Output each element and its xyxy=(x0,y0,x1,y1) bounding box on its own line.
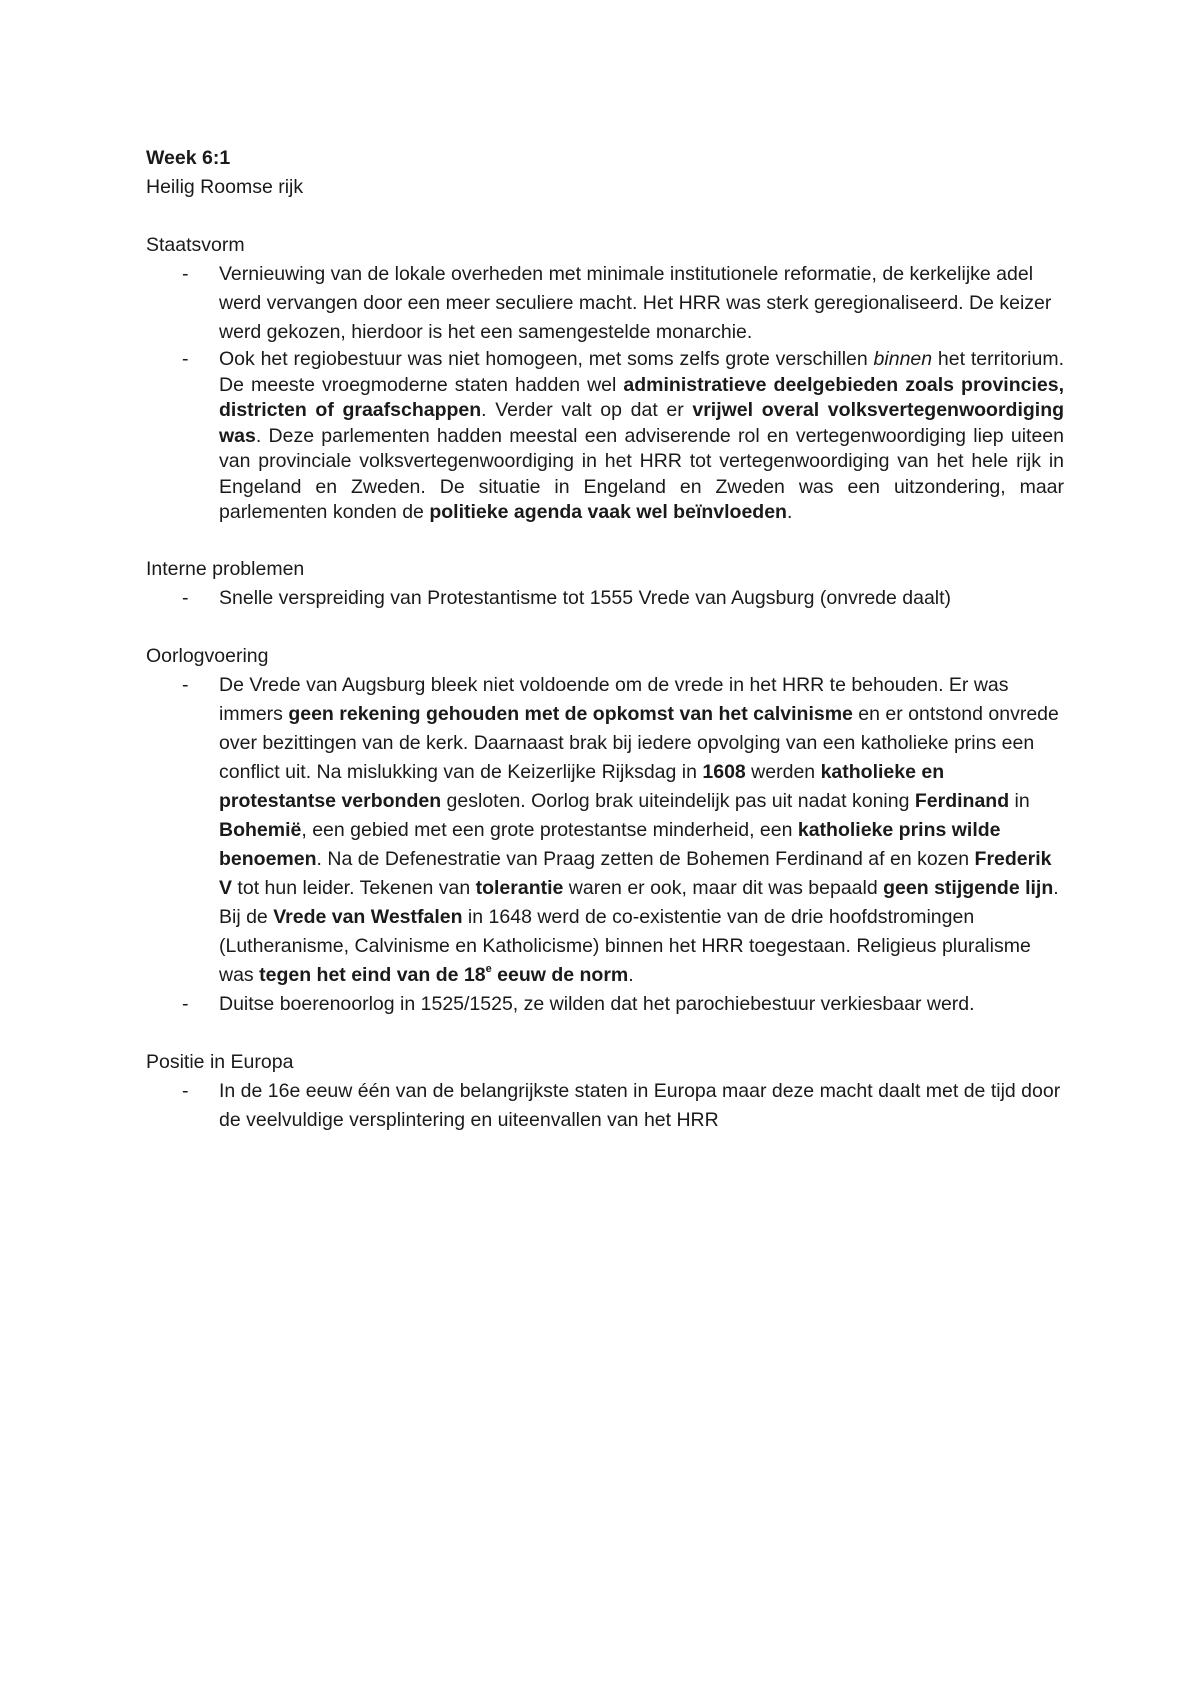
list-item xyxy=(146,260,1064,347)
text-run: en er ontstond onvrede over bezittingen van de kerk. Daarnaast brak bij iedere opvolging van een katholieke prins een conflict uit. Na mislukking van de Keizerlijke Rijksdag in xyxy=(219,702,1059,783)
text-run: . Na de Defenestratie van Praag zetten de Bohemen Ferdinand af en kozen xyxy=(316,847,975,870)
spacer xyxy=(146,526,1064,555)
text-run: Ook het regiobestuur was niet homogeen, met soms zelfs grote verschillen xyxy=(219,348,874,370)
spacer xyxy=(146,613,1064,642)
list-item xyxy=(146,347,1064,526)
bold-run: Vrede van Westfalen xyxy=(273,905,463,928)
text-run: . Verder valt op dat er xyxy=(481,399,693,421)
list-item-text: Snelle verspreiding van Protestantisme tot 1555 Vrede van Augsburg (onvrede daalt) xyxy=(219,586,952,609)
bold-run-part: tegen het eind van de 18 xyxy=(259,963,486,986)
text-run: . Bij de xyxy=(219,876,1059,928)
list-item xyxy=(146,671,1064,990)
bullet-dash: - xyxy=(182,586,189,609)
italic-run: binnen xyxy=(873,348,933,370)
document-subtitle: Heilig Roomse rijk xyxy=(146,176,304,198)
bullet-dash: - xyxy=(182,1079,189,1102)
text-run: De Vrede van Augsburg bleek niet voldoende om de vrede in het HRR te behouden. Er was immers xyxy=(219,673,1009,725)
text-run: . Deze parlementen hadden meestal een adviserende rol en vertegenwoordiging liep uiteen van provinciale volksvertegenwoordiging in het HRR tot vertegenwoordiging van het hele rijk in Engeland en Zweden. De situatie in Engeland en Zweden was een uitzondering, maar parlementen konden de xyxy=(219,424,1064,523)
text-run: gesloten. Oorlog brak uiteindelijk pas uit nadat koning xyxy=(441,789,915,812)
superscript: e xyxy=(485,963,492,975)
bold-run: geen rekening gehouden met de opkomst van het calvinisme xyxy=(288,702,853,725)
text-run: het territorium. De meeste vroegmoderne staten hadden wel xyxy=(219,348,1064,396)
bullet-dash: - xyxy=(182,992,189,1015)
positie-list xyxy=(146,1077,1064,1135)
oorlog-list xyxy=(146,671,1064,1019)
list-item-text: Vernieuwing van de lokale overheden met minimale institutionele reformatie, de kerkelijke adel werd vervangen door een meer seculiere macht. Het HRR was sterk geregionaliseerd. De keizer werd gekozen, hierdoor is het een samengestelde monarchie. xyxy=(219,263,1052,343)
bold-run: administratieve deelgebieden zoals provincies, districten of graafschappen xyxy=(219,373,1064,421)
bold-run: Ferdinand xyxy=(914,789,1010,812)
section-heading-positie: Positie in Europa xyxy=(146,1050,294,1073)
section-heading-staatsvorm: Staatsvorm xyxy=(146,234,245,256)
document-title: Week 6:1 xyxy=(146,147,231,169)
bold-run: Bohemië xyxy=(219,818,302,841)
spacer xyxy=(146,1019,1064,1048)
bullet-dash: - xyxy=(182,348,189,370)
list-item xyxy=(146,990,1064,1019)
list-item-text: In de 16e eeuw één van de belangrijkste staten in Europa maar deze macht daalt met de tijd door de veelvuldige versplintering en uiteenvallen van het HRR xyxy=(219,1079,1061,1131)
text-run: tot hun leider. Tekenen van xyxy=(232,876,476,899)
bold-run: vrijwel overal volksvertegenwoordiging was xyxy=(219,399,1065,447)
bold-run: politieke agenda vaak wel beïnvloeden xyxy=(429,501,787,523)
staatsvorm-list xyxy=(146,260,1064,526)
list-item-text: Duitse boerenoorlog in 1525/1525, ze wilden dat het parochiebestuur verkiesbaar werd. xyxy=(219,992,975,1015)
bold-run: tolerantie xyxy=(475,876,564,899)
bullet-dash: - xyxy=(182,673,189,696)
bold-run-part: eeuw de norm xyxy=(491,963,629,986)
text-run: werden xyxy=(745,760,821,783)
text-run: . xyxy=(786,501,793,523)
text-run: . xyxy=(628,963,634,986)
interne-list xyxy=(146,584,1064,613)
bold-run: 1608 xyxy=(702,760,746,783)
bold-run: katholieke prins wilde benoemen xyxy=(219,818,1001,870)
list-item xyxy=(146,584,1064,613)
bold-run: geen stijgende lijn xyxy=(883,876,1054,899)
spacer xyxy=(146,202,1064,231)
text-run: , een gebied met een grote protestantse minderheid, een xyxy=(301,818,798,841)
section-heading-interne-problemen: Interne problemen xyxy=(146,557,305,580)
text-run: in 1648 werd de co-existentie van de drie hoofdstromingen (Lutheranisme, Calvinisme en Katholicisme) binnen het HRR toegestaan. Religieus pluralisme was xyxy=(219,905,1031,986)
document-page xyxy=(146,144,1064,1135)
text-run: waren er ook, maar dit was bepaald xyxy=(563,876,884,899)
bold-run: Frederik V xyxy=(219,847,1052,899)
bold-run xyxy=(259,964,628,986)
list-item xyxy=(146,1077,1064,1135)
bold-run: katholieke en protestantse verbonden xyxy=(219,760,945,812)
text-run: in xyxy=(1009,789,1030,812)
bullet-dash: - xyxy=(182,263,189,285)
section-heading-oorlogvoering: Oorlogvoering xyxy=(146,644,269,667)
